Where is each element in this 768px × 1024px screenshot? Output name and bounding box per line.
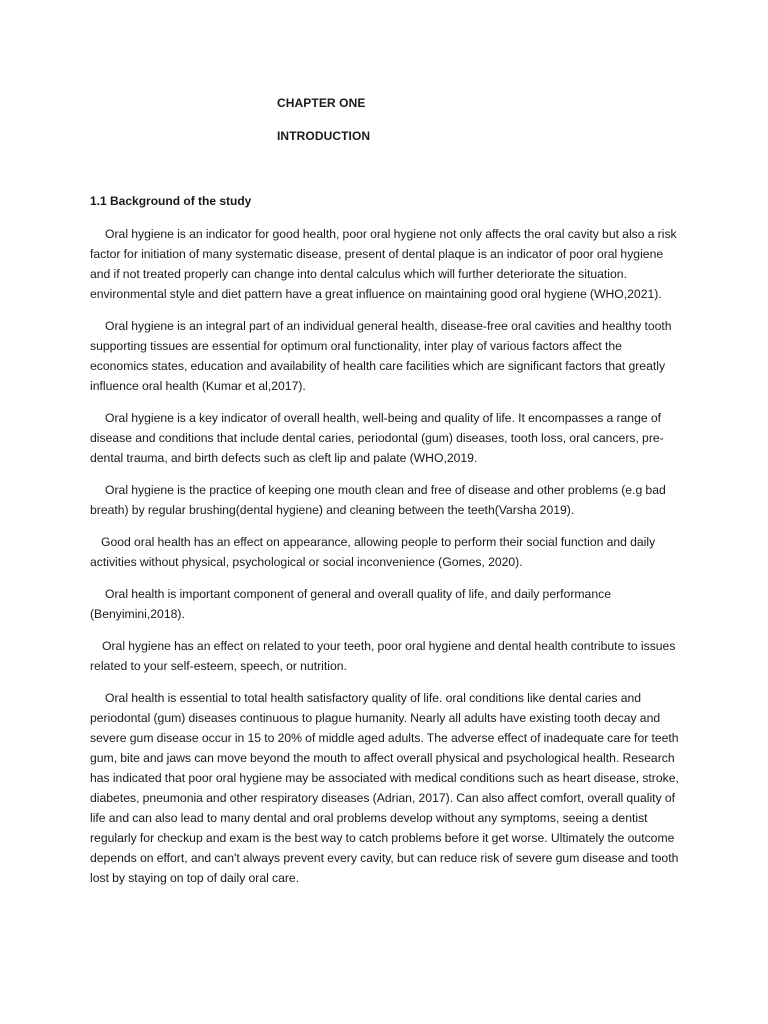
paragraph: Oral health is important component of general and overall quality of life, and daily performance (Benyimini,2018). xyxy=(90,587,611,621)
paragraph: Good oral health has an effect on appearance, allowing people to perform their social function and daily activities without physical, psychological or social inconvenience (Gomes, 2020). xyxy=(90,535,656,569)
chapter-title: INTRODUCTION xyxy=(277,129,371,143)
paragraph: Oral hygiene is an indicator for good health, poor oral hygiene not only affects the oral cavity but also a risk factor for initiation of many systematic disease, present of dental plaque is an indicator of poor oral hygiene and if not treated properly can change into dental calculus which will further deteriorate the situation. environmental style and diet pattern have a great influence on maintaining good oral hygiene (WHO,2021). xyxy=(90,227,677,301)
section-title: 1.1 Background of the study xyxy=(90,194,252,208)
paragraph: Oral hygiene is an integral part of an individual general health, disease-free oral cavities and healthy tooth supporting tissues are essential for optimum oral functionality, inter play of various factors affect the economics states, education and availability of health care facilities which are significant factors that greatly influence oral health (Kumar et al,2017). xyxy=(90,319,672,393)
paragraph: Oral hygiene is the practice of keeping one mouth clean and free of disease and other problems (e.g bad breath) by regular brushing(dental hygiene) and cleaning between the teeth(Varsha 2019). xyxy=(90,483,666,517)
paragraph: Oral hygiene has an effect on related to your teeth, poor oral hygiene and dental health contribute to issues related to your self-esteem, speech, or nutrition. xyxy=(90,639,676,673)
body-text xyxy=(90,224,682,900)
chapter-label: CHAPTER ONE xyxy=(277,96,366,110)
paragraph: Oral hygiene is a key indicator of overall health, well-being and quality of life. It encompasses a range of disease and conditions that include dental caries, periodontal (gum) diseases, tooth loss, oral cancers, pre-dental trauma, and birth defects such as cleft lip and palate (WHO,2019. xyxy=(90,411,664,465)
paragraph: Oral health is essential to total health satisfactory quality of life. oral conditions like dental caries and periodontal (gum) diseases continuous to plague humanity. Nearly all adults have existing tooth decay and severe gum disease occur in 15 to 20% of middle aged adults. The adverse effect of inadequate care for teeth gum, bite and jaws can move beyond the mouth to affect overall physical and psychological health. Research has indicated that poor oral hygiene may be associated with medical conditions such as heart disease, stroke, diabetes, pneumonia and other respiratory diseases (Adrian, 2017). Can also affect comfort, overall quality of life and can also lead to many dental and oral problems develop without any symptoms, seeing a dentist regularly for checkup and exam is the best way to catch problems before it get worse. Ultimately the outcome depends on effort, and can't always prevent every cavity, but can reduce risk of severe gum disease and tooth lost by staying on top of daily oral care. xyxy=(90,691,679,885)
